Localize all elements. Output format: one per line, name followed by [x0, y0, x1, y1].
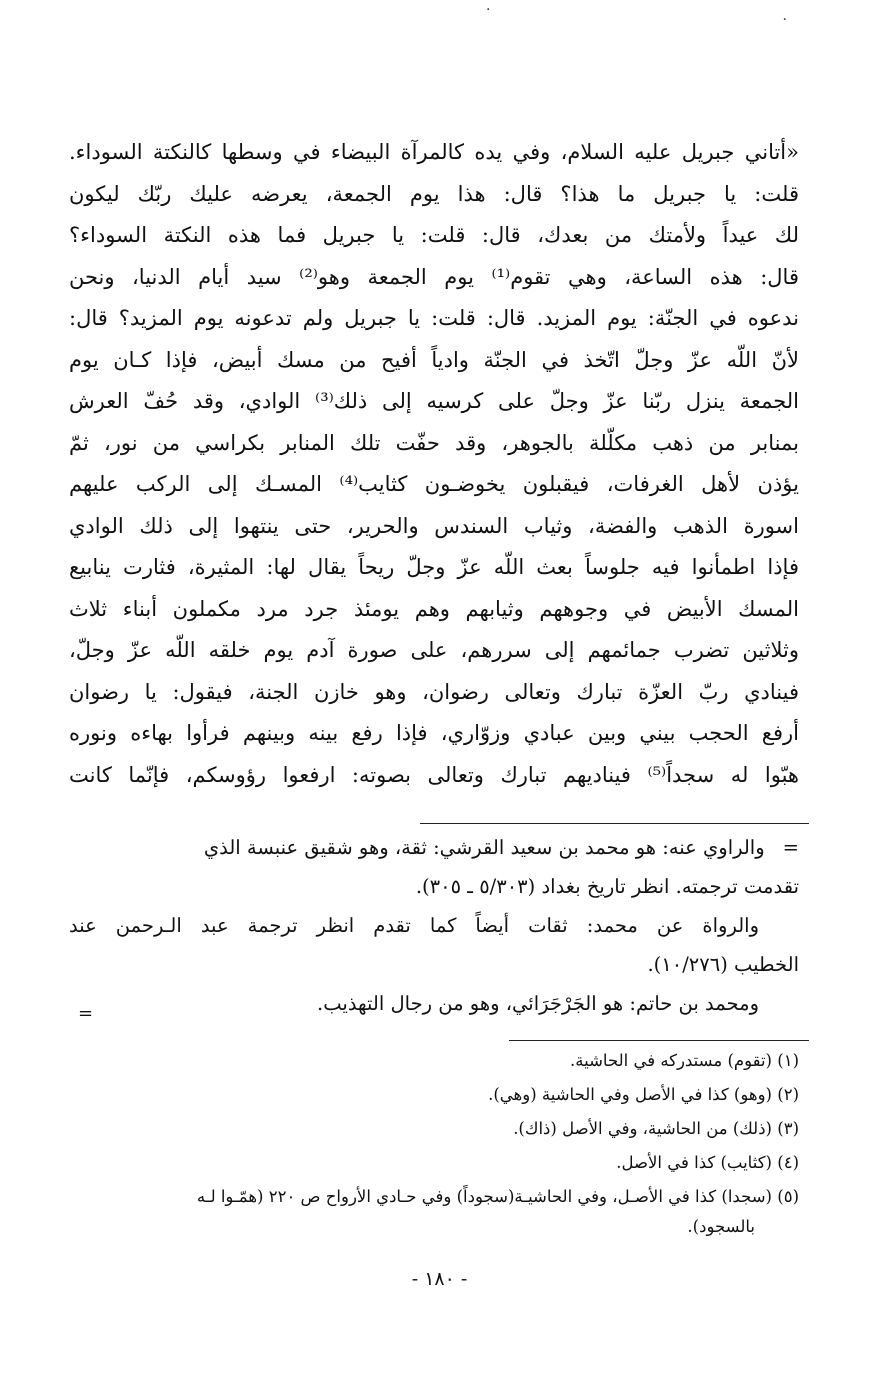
- main-text-line: هبّوا له سجداً⁽⁵⁾ فيناديهم تبارك وتعالى بصوته: ارفعوا رؤوسكم، فإنّما كانت: [69, 762, 799, 787]
- main-text-line: فإذا اطمأنوا فيه جلوساً بعث اللّه عزّ وجلّ ريحاً يقال لها: المثيرة، فثارت ينابيع: [69, 555, 799, 579]
- footnote-number: (٢): [777, 1085, 799, 1104]
- footnote-4: [69, 1146, 799, 1180]
- main-text-line: فينادي ربّ العزّة تبارك وتعالى رضوان، وهو خازن الجنة، فيقول: يا رضوان: [69, 679, 799, 704]
- page-number: - ١٨٠ -: [411, 1268, 468, 1290]
- footnote-text: (وهو) كذا في الأصل وفي الحاشية (وهي).: [488, 1085, 772, 1104]
- main-text-line: ندعوه في الجنّة: يوم المزيد. قال: قلت: يا جبريل ولم تدعونه يوم المزيد؟ قال:: [69, 306, 799, 330]
- footnote-text: (سجدا) كذا في الأصـل، وفي الحاشيـة(سجوداً) وفي حـادي الأرواح ص ٢٢٠ (همّـوا لـه: [196, 1187, 772, 1206]
- main-text-line: لأنّ اللّه عزّ وجلّ اتّخذ في الجنّة وادياً أفيح من مسك أبيض، فإذا كـان يوم: [69, 347, 799, 372]
- commentary-text: الخطيب (١٠/٢٧٦).: [647, 953, 799, 976]
- main-text-line: وثلاثين تضرب جمائمهم إلى سررهم، على صورة آدم يوم خلقه اللّه عزّ وجلّ،: [69, 638, 799, 662]
- corner-dot-mark: ·: [782, 12, 787, 28]
- commentary-line: [69, 906, 799, 945]
- commentary-text: والرواة عن محمد: ثقات أيضاً كما تقدم انظر ترجمة عبد الـرحمن عند: [69, 914, 759, 937]
- commentary-line: [69, 828, 799, 867]
- main-text-line: اسورة الذهب والفضة، وثياب السندس والحرير، حتى ينتهوا إلى ذلك الوادي: [69, 513, 799, 538]
- continuation-mark: =: [782, 836, 799, 859]
- main-text-line: «أتاني جبريل عليه السلام، وفي يده كالمرآة البيضاء في وسطها كالنكتة السوداء.: [69, 140, 799, 164]
- footnote-number: (٣): [777, 1119, 799, 1138]
- commentary-text: تقدمت ترجمته. انظر تاريخ بغداد (٥/٣٠٣ ـ ٣٠٥).: [415, 875, 799, 898]
- footnote-text: (تقوم) مستدركه في الحاشية.: [570, 1051, 772, 1070]
- footnote-text: بالسجود).: [687, 1217, 755, 1236]
- commentary-notes: [69, 828, 799, 1023]
- top-dot-mark: ·: [486, 2, 491, 18]
- commentary-line: [69, 984, 799, 1023]
- footnote-number: (٤): [777, 1153, 799, 1172]
- footnote-5-continuation: [69, 1214, 799, 1244]
- main-text-line: الجمعة ينزل ربّنا عزّ وجلّ على كرسيه إلى ذلك⁽³⁾ الوادي، وقد حُفّ العرش: [69, 389, 799, 413]
- main-text-line: المسك الأبيض في وجوههم وثيابهم وهم يومئذ جرد مرد مكملون أبناء ثلاث: [69, 596, 799, 621]
- footnotes: [69, 1044, 799, 1244]
- commentary-line: [69, 867, 799, 906]
- main-text-line: قال: هذه الساعة، وهي تقوم⁽¹⁾ يوم الجمعة وهو⁽²⁾ سيد أيام الدنيا، ونحن: [69, 264, 799, 289]
- footnote-number: (٥): [777, 1187, 799, 1206]
- commentary-text: ومحمد بن حاتم: هو الجَرْجَرَائي، وهو من رجال التهذيب.: [317, 992, 759, 1015]
- main-text-line: أرفع الحجب بيني وبين عبادي وزوّاري، فإذا رفع بينه وبينهم فرأوا بهاءه ونوره: [69, 721, 799, 745]
- footnote-separator: [509, 1040, 809, 1041]
- main-text-line: بمنابر من ذهب مكلّلة بالجوهر، وقد حفّت تلك المنابر بكراسي من نور، ثمّ: [69, 430, 799, 455]
- commentary-line: [69, 945, 799, 984]
- main-text-block: [69, 132, 799, 796]
- main-text-line: يؤذن لأهل الغرفات، فيقبلون يخوضـون كثايب⁽⁴⁾ المسـك إلى الركب عليهم: [69, 472, 799, 496]
- footnote-3: [69, 1112, 799, 1146]
- main-text-separator: [420, 823, 809, 824]
- footnote-text: (كثايب) كذا في الأصل.: [616, 1153, 772, 1172]
- main-text-line: قلت: يا جبريل ما هذا؟ قال: هذا يوم الجمعة، يعرضه عليك ربّك ليكون: [69, 181, 799, 206]
- footnote-number: (١): [777, 1051, 799, 1070]
- commentary-text: والراوي عنه: هو محمد بن سعيد القرشي: ثقة، وهو شقيق عنبسة الذي: [203, 836, 765, 859]
- footnote-1: [69, 1044, 799, 1078]
- main-text-line: لك عيداً ولأمتك من بعدك، قال: قلت: يا جبريل فما هذه النكتة السوداء؟: [69, 223, 799, 247]
- footnote-2: [69, 1078, 799, 1112]
- footnote-5: [69, 1180, 799, 1214]
- continuation-mark: =: [78, 1003, 94, 1024]
- footnote-text: (ذلك) من الحاشية، وفي الأصل (ذاك).: [513, 1119, 772, 1138]
